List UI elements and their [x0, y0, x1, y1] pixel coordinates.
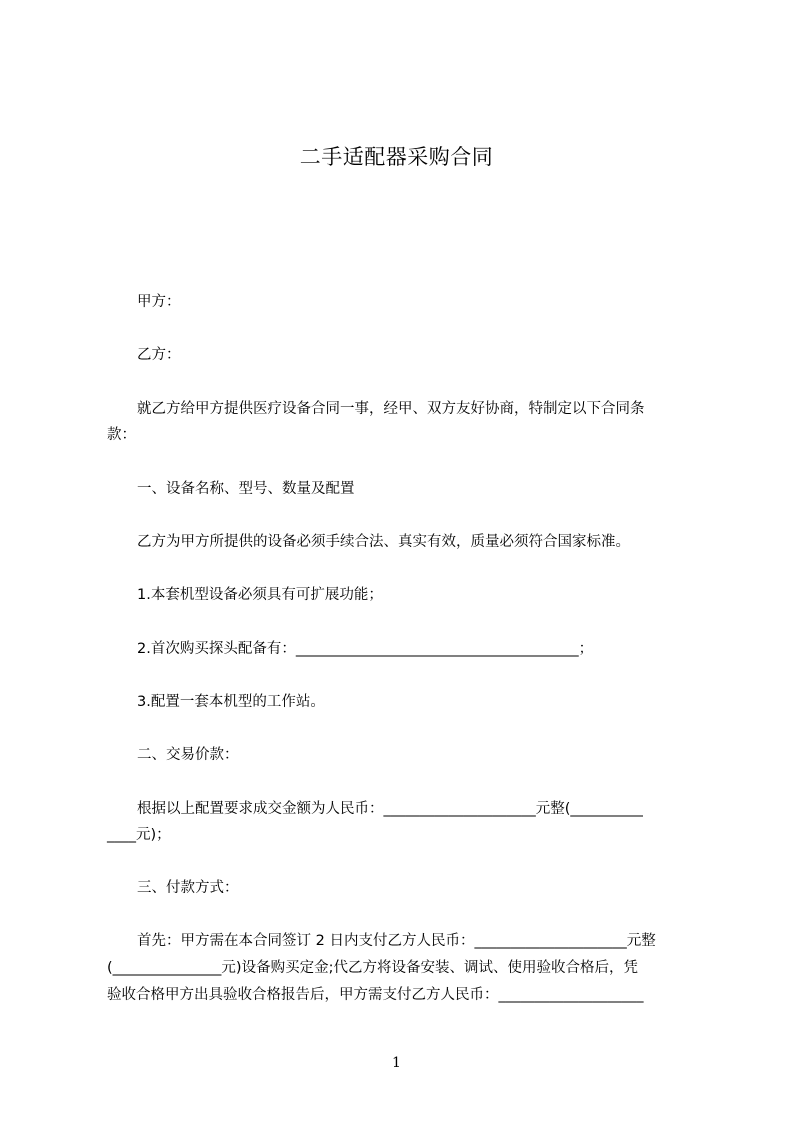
price-line-2: ____元)；: [107, 827, 171, 843]
page-title: 二手适配器采购合同: [299, 145, 494, 169]
payment-line-1: 首先：甲方需在本合同签订 2 日内支付乙方人民币：_____________________元整: [137, 933, 656, 949]
intro-paragraph-line-2: 款：: [107, 427, 136, 443]
intro-paragraph-line-1: 就乙方给甲方提供医疗设备合同一事，经甲、双方友好协商，特制定以下合同条: [137, 401, 645, 417]
section-3-heading: 三、付款方式：: [137, 880, 239, 896]
price-line-1: 根据以上配置要求成交金额为人民币：_____________________元整(__________: [137, 801, 643, 817]
page-number: 1: [392, 1055, 401, 1071]
party-b-label: 乙方：: [137, 347, 181, 363]
item-2: 2.首次购买探头配备有：_______________________________________；: [137, 641, 594, 657]
section-2-heading: 二、交易价款：: [137, 747, 239, 763]
party-a-label: 甲方：: [137, 294, 181, 310]
item-3: 3.配置一套本机型的工作站。: [137, 694, 325, 710]
payment-line-3: 验收合格甲方出具验收合格报告后，甲方需支付乙方人民币：____________________: [107, 987, 644, 1003]
section-1-heading: 一、设备名称、型号、数量及配置: [137, 481, 355, 497]
item-1: 1.本套机型设备必须具有可扩展功能；: [137, 587, 383, 603]
section-1-text: 乙方为甲方所提供的设备必须手续合法、真实有效，质量必须符合国家标准。: [137, 534, 630, 550]
payment-line-2: (_______________元)设备购买定金;代乙方将设备安装、调试、使用验收合格后，凭: [107, 960, 638, 976]
